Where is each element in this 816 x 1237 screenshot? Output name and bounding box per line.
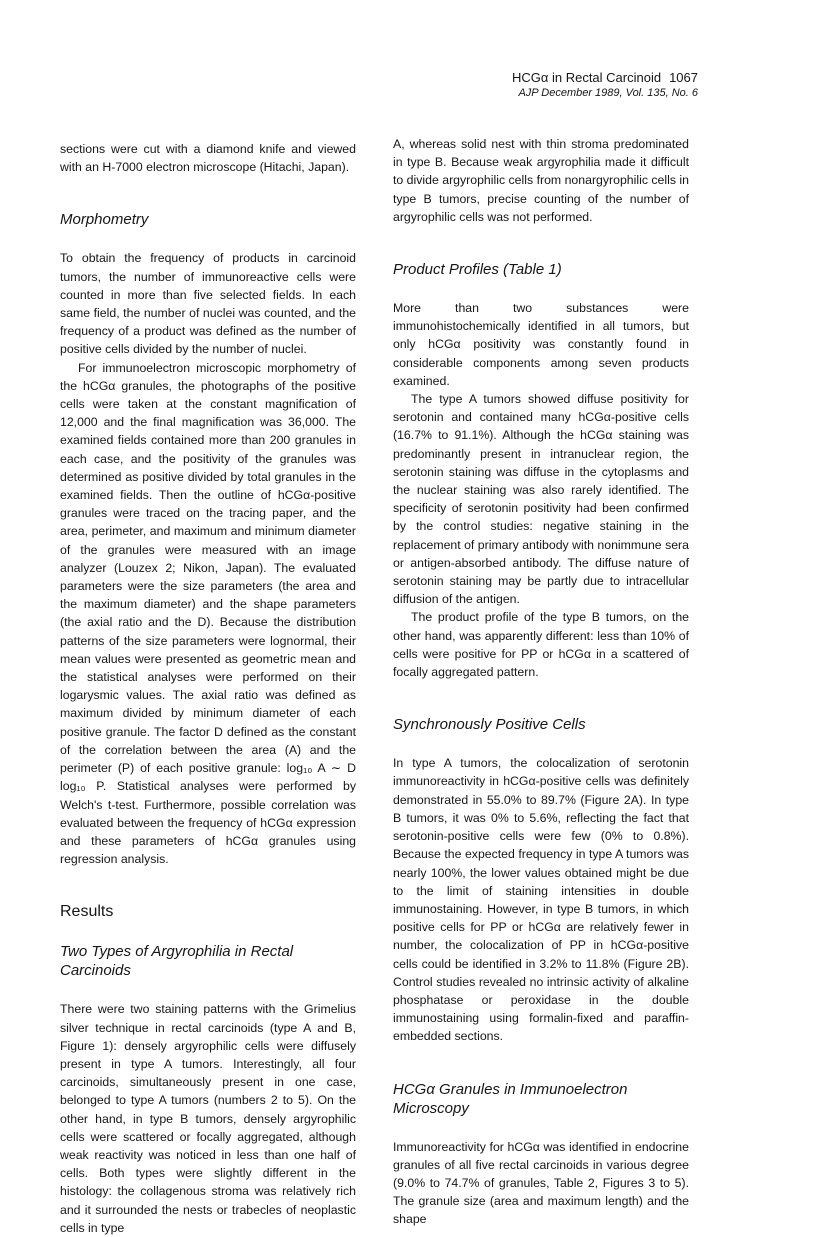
right-column [393,135,689,1229]
paragraph-morphometry-2: For immunoelectron microscopic morphometry of the hCGα granules, the photographs of the positive cells were taken at the constant magnification of 12,000 and the final magnification was 36,000. The examined fields contained more than 200 granules in each case, and the positivity of the granules was determined as positive divided by total granules in the examined fields. Then the outline of hCGα-positive granules were traced on the tracing paper, and the area, perimeter, and maximum and minimum diameter of the granules were measured with an image analyzer (Louzex 2; Nikon, Japan). The evaluated parameters were the size parameters (the area and the maximum diameter) and the shape parameters (the axial ratio and the D). Because the distribution patterns of the size parameters were lognormal, their mean values were presented as geometric mean and the statistical analyses were performed on their logarysmic values. The axial ratio was defined as maximum divided by minimum diameter of each positive granule. The factor D defined as the constant of the correlation between the area (A) and the perimeter (P) of each positive granule: log₁₀ A ∼ D log₁₀ P. Statistical analyses were performed by Welch's t-test. Furthermore, possible correlation was evaluated between the frequency of hCGα expression and these parameters of hCGα granules using regression analysis. [60,360,356,867]
paragraph-synchronously-positive: In type A tumors, the colocalization of serotonin immunoreactivity in hCGα-positive cells was definitely demonstrated in 55.0% to 89.7% (Figure 2A). In type B tumors, it was 0% to 5.6%, reflecting the fact that serotonin-positive cells were few (0% to 0.8%). Because the expected frequency in type A tumors was nearly 100%, the lower values obtained might be due to the limit of staining intensities in double immunostaining. However, in type B tumors, in which positive cells for PP or hCGα are relatively fewer in number, the colocalization of PP in hCGα-positive cells could be identified in 3.2% to 11.8% (Figure 2B). Control studies revealed no intrinsic activity of alkaline phosphatase or peroxidase in the double immunostaining using formalin-fixed and paraffin-embedded sections. [393,756,689,1044]
paragraph-product-3: The product profile of the type B tumors, on the other hand, was apparently different: less than 10% of cells were positive for PP or hCGα in a scattered of focally aggregated pattern. [393,610,689,680]
heading-hcg-granules: HCGα Granules in Immunoelectron Microscopy [393,1080,628,1117]
heading-synchronously-positive: Synchronously Positive Cells [393,716,586,734]
heading-two-types: Two Types of Argyrophilia in Rectal Carcinoids [60,943,294,980]
paragraph-product-2: The type A tumors showed diffuse positivity for serotonin and contained many hCGα-positive cells (16.7% to 91.1%). Although the hCGα staining was predominantly present in intranuclear region, the serotonin staining was diffuse in the cytoplasms and the nuclear staining was also rarely identified. The specificity of serotonin positivity had been confirmed by the control studies: negative staining in the replacement of primary antibody with nonimmune sera or antigen-absorbed antibody. The diffuse nature of serotonin staining may be partly due to intracellular diffusion of the antigen. [393,392,689,607]
left-column [60,140,356,1237]
paragraph-product-1: More than two substances were immunohistochemically identified in all tumors, but only hCGα positivity was constantly found in considerable components among seven products examined. [393,301,689,388]
header-title-line [512,70,698,86]
running-title: HCGα in Rectal Carcinoid [511,70,662,85]
paragraph-continued: A, whereas solid nest with thin stroma predominated in type B. Because weak argyrophilia made it difficult to divide argyrophilic cells from nonargyrophilic cells in type B tumors, precise counting of the number of argyrophilic cells was not performed. [393,137,689,224]
heading-results: Results [60,903,114,921]
heading-morphometry: Morphometry [60,211,149,229]
paragraph-morphometry-1: To obtain the frequency of products in carcinoid tumors, the number of immunoreactive cells were counted in more than five selected fields. In each same field, the number of nuclei was counted, and the frequency of a product was defined as the number of positive cells divided by the number of nuclei. [60,251,356,357]
paragraph-hcg-granules: Immunoreactivity for hCGα was identified in endocrine granules of all five rectal carcinoids in various degree (9.0% to 74.7% of granules, Table 2, Figures 3 to 5). The granule size (area and maximum length) and the shape [393,1139,689,1227]
heading-product-profiles: Product Profiles (Table 1) [393,261,562,279]
paragraph-intro: sections were cut with a diamond knife and viewed with an H-7000 electron microscope (Hitachi, Japan). [60,142,356,175]
paragraph-two-types: There were two staining patterns with the Grimelius silver technique in rectal carcinoids (type A and B, Figure 1): densely argyrophilic cells were diffusely present in type A tumors. Interestingly, all four carcinoids, simultaneously present in one case, belonged to type A tumors (numbers 2 to 5). On the other hand, in type B tumors, densely argyrophilic cells were scattered or focally aggregated, although weak reactivity was noticed in less than one half of cells. Both types were slightly different in the histology: the collagenous stroma was relatively rich and it surrounded the nests or trabecles of neoplastic cells in type [60,1002,356,1235]
running-header [512,70,698,101]
journal-citation: AJP December 1989, Vol. 135, No. 6 [518,87,698,99]
page-number: 1067 [669,70,698,85]
